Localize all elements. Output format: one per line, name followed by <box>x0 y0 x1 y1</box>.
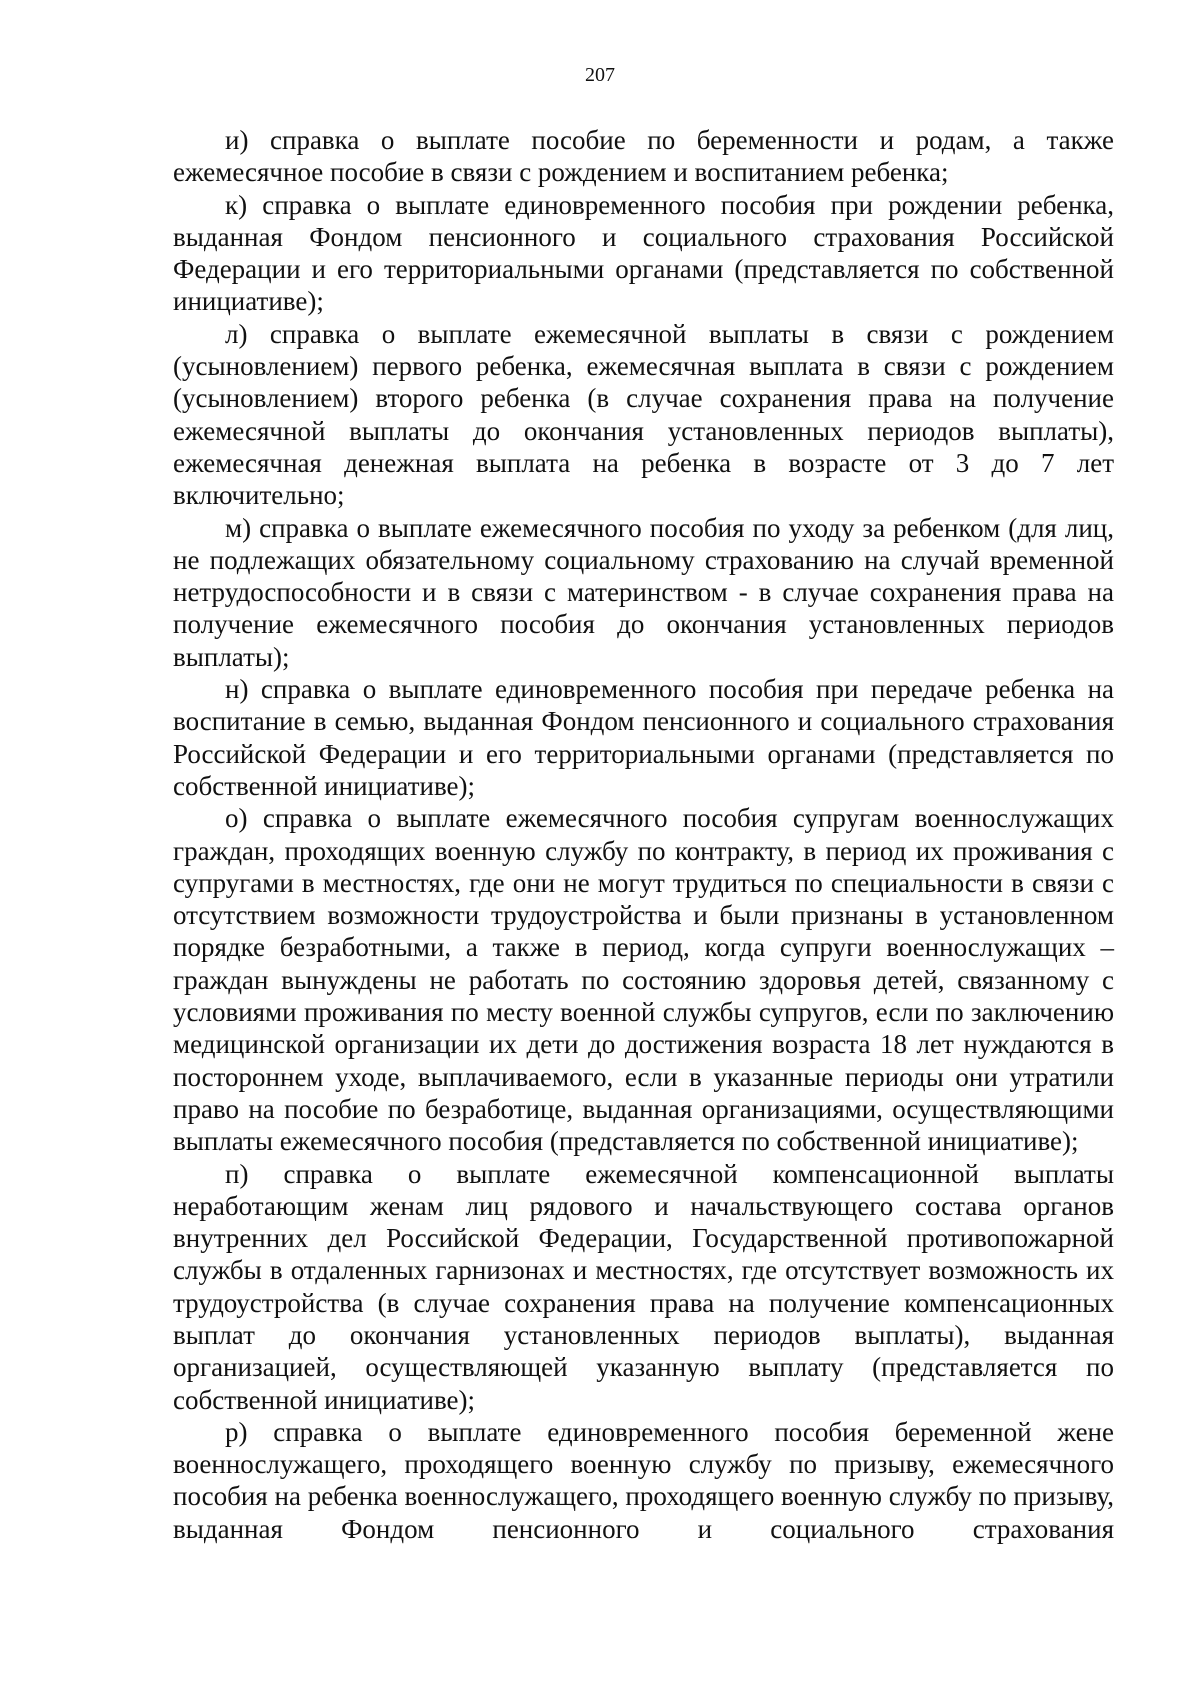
paragraph-l: л) справка о выплате ежемесячной выплаты в связи с рождением (усыновлением) первого ребенка, ежемесячная выплата в связи с рождением (усыновлением) второго ребенка (в случае сохранения права на получение ежемесячной выплаты до окончания установленных периодов выплаты), ежемесячная денежная выплата на ребенка в возрасте от 3 до 7 лет включительно; <box>173 318 1114 511</box>
paragraph-n: н) справка о выплате единовременного пособия при передаче ребенка на воспитание в семью, выданная Фондом пенсионного и социального страхования Российской Федерации и его территориальными органами (представляется по собственной инициативе); <box>173 674 1114 801</box>
paragraph-k: к) справка о выплате единовременного пособия при рождении ребенка, выданная Фондом пенсионного и социального страхования Российской Федерации и его территориальными органами (представляется по собственной инициативе); <box>173 189 1114 317</box>
paragraph-i: и) справка о выплате пособие по беременности и родам, а также ежемесячное пособие в связи с рождением и воспитанием ребенка; <box>173 125 1114 188</box>
paragraph-p: п) справка о выплате ежемесячной компенсационной выплаты неработающим женам лиц рядового и начальствующего состава органов внутренних дел Российской Федерации, Государственной противопожарной службы в отдаленных гарнизонах и местностях, где отсутствует возможность их трудоустройства (в случае сохранения права на получение компенсационных выплат до окончания установленных периодов выплаты), выданная организацией, осуществляющей указанную выплату (представляется по собственной инициативе); <box>173 1158 1114 1415</box>
paragraph-o: о) справка о выплате ежемесячного пособия супругам военнослужащих граждан, проходящих военную службу по контракту, в период их проживания с супругами в местностях, где они не могут трудиться по специальности в связи с отсутствием возможности трудоустройства и были признаны в установленном порядке безработными, а также в период, когда супруги военнослужащих – граждан вынуждены не работать по состоянию здоровья детей, связанному с условиями проживания по месту военной службы супругов, если по заключению медицинской организации их дети до достижения возраста 18 лет нуждаются в постороннем уходе, выплачиваемого, если в указанные периоды они утратили право на пособие по безработице, выданная организациями, осуществляющими выплаты ежемесячного пособия (представляется по собственной инициативе); <box>173 803 1114 1157</box>
document-body <box>173 124 1114 1545</box>
page-number: 207 <box>585 64 615 86</box>
paragraph-r: р) справка о выплате единовременного пособия беременной жене военнослужащего, проходящего военную службу по призыву, ежемесячного пособия на ребенка военнослужащего, проходящего военную службу по призыву, выданная Фондом пенсионного и социального страхования <box>173 1416 1114 1544</box>
paragraph-m: м) справка о выплате ежемесячного пособия по уходу за ребенком (для лиц, не подлежащих обязательному социальному страхованию на случай временной нетрудоспособности и в связи с материнством - в случае сохранения права на получение ежемесячного пособия до окончания установленных периодов выплаты); <box>173 512 1114 672</box>
